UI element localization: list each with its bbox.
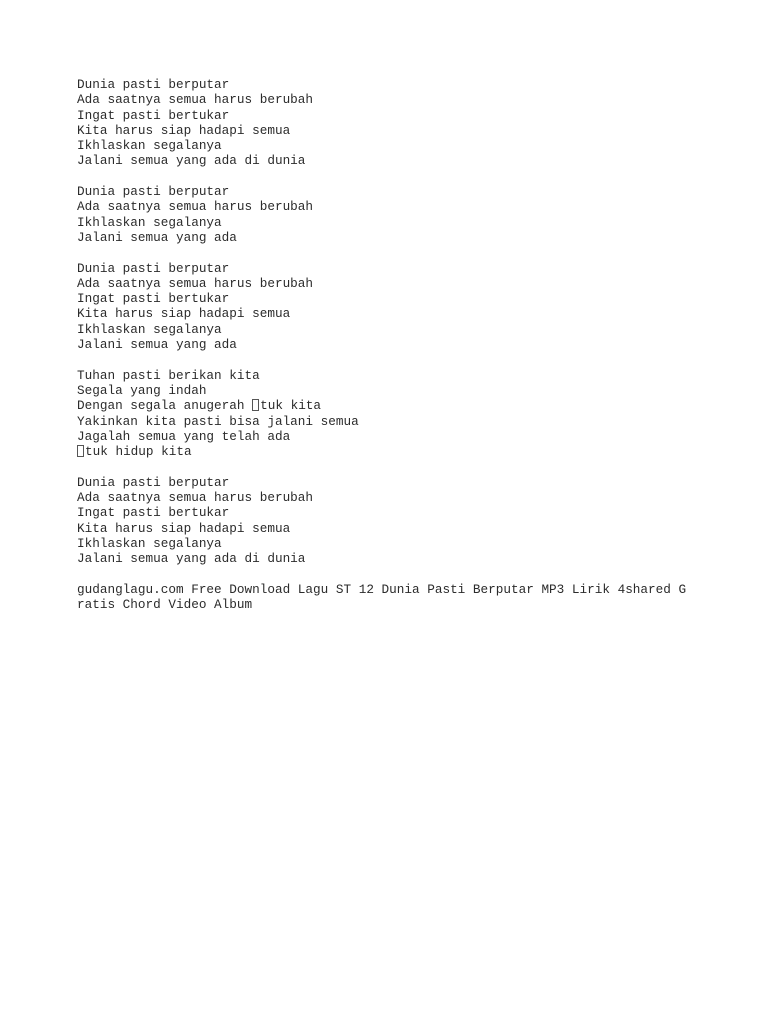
footer-line: gudanglagu.com Free Download Lagu ST 12 Dunia Pasti Berputar MP3 Lirik 4shared G — [77, 581, 687, 597]
lyric-line: Dunia pasti berputar — [77, 184, 230, 200]
lyric-line: Segala yang indah — [77, 382, 207, 398]
lyric-line: Tuhan pasti berikan kita — [77, 367, 260, 383]
lyric-line: Jalani semua yang ada di dunia — [77, 551, 306, 567]
lyric-line: Ada saatnya semua harus berubah — [77, 92, 314, 108]
lyric-line: Ikhlaskan segalanya — [77, 138, 222, 154]
lyric-line-part: tuk kita — [260, 398, 322, 414]
missing-glyph-icon — [77, 445, 84, 457]
lyric-line: Ada saatnya semua harus berubah — [77, 199, 314, 215]
lyric-line: Kita harus siap hadapi semua — [77, 520, 291, 536]
lyric-line: Jalani semua yang ada — [77, 229, 237, 245]
lyric-line: Jalani semua yang ada — [77, 337, 237, 353]
lyric-line: Ada saatnya semua harus berubah — [77, 490, 314, 506]
stanza-1 — [77, 77, 717, 169]
stanza-5 — [77, 475, 717, 567]
lyric-line: Dunia pasti berputar — [77, 77, 230, 92]
lyric-line — [77, 444, 717, 459]
lyric-line: Ingat pasti bertukar — [77, 505, 230, 521]
source-footer — [77, 582, 717, 613]
lyric-line: Yakinkan kita pasti bisa jalani semua — [77, 413, 359, 429]
lyric-line-part: Dengan segala anugerah — [77, 398, 253, 414]
footer-line: ratis Chord Video Album — [77, 597, 253, 613]
stanza-2 — [77, 184, 717, 245]
lyric-line: Kita harus siap hadapi semua — [77, 306, 291, 322]
lyric-line: Ingat pasti bertukar — [77, 107, 230, 123]
lyric-line: Kita harus siap hadapi semua — [77, 122, 291, 138]
lyric-line: Ikhlaskan segalanya — [77, 214, 222, 230]
lyric-line: Jalani semua yang ada di dunia — [77, 153, 306, 169]
stanza-3 — [77, 261, 717, 353]
lyric-line: Dunia pasti berputar — [77, 260, 230, 276]
lyric-line: Ingat pasti bertukar — [77, 291, 230, 307]
lyric-line: Ikhlaskan segalanya — [77, 321, 222, 337]
lyric-line — [77, 398, 717, 413]
lyric-line-part: tuk hidup kita — [85, 444, 192, 460]
missing-glyph-icon — [252, 399, 259, 411]
lyric-line: Ikhlaskan segalanya — [77, 535, 222, 551]
lyrics-document — [77, 77, 717, 628]
lyric-line: Ada saatnya semua harus berubah — [77, 275, 314, 291]
stanza-4 — [77, 368, 717, 460]
lyric-line: Jagalah semua yang telah ada — [77, 428, 291, 444]
lyric-line: Dunia pasti berputar — [77, 474, 230, 490]
